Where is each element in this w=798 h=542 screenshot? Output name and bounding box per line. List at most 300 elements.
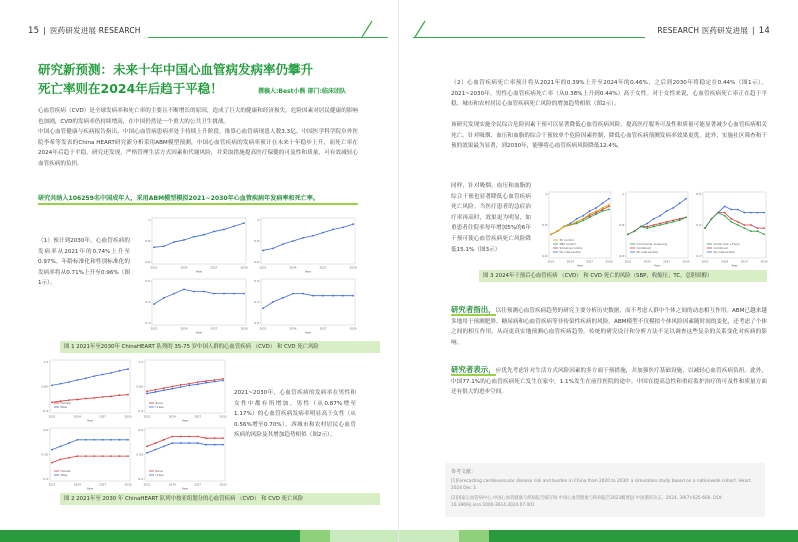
fig2-d-xtick-label: 2024 bbox=[168, 482, 176, 487]
fig1-a-series-0-point bbox=[153, 246, 155, 248]
fig1-d-series-0-point bbox=[262, 307, 264, 309]
fig2-c-xtick-label: 2027 bbox=[99, 482, 107, 487]
fig2-b-series-1-point bbox=[205, 380, 207, 382]
fig3-b-plot-area bbox=[626, 192, 688, 258]
fig2-a-series-1-point bbox=[76, 399, 78, 401]
fig3-a-ytick-label: 0.8 bbox=[542, 223, 547, 228]
fig3-b-series-0-point bbox=[685, 198, 687, 200]
fig1-d-series-0-point bbox=[302, 293, 304, 295]
fig1-d-series-0-point bbox=[322, 295, 324, 297]
fig2-b-legend-label: Urban bbox=[155, 405, 164, 409]
fig3-b-legend-label: No intervention bbox=[636, 250, 659, 254]
fig3-a-xtick-label: 2027 bbox=[586, 259, 594, 264]
fig2-a-series-1-point bbox=[119, 394, 121, 396]
fig1-a-series-0-point bbox=[173, 241, 175, 243]
fig2-a-series-0-point bbox=[76, 379, 78, 381]
figure-2-caption: 图 2 2021年至 2030 年 ChinaHEART 队列中按亚组划分的心血管疾病 （CVD） 和 CVD 死亡风险 bbox=[60, 493, 380, 505]
fig2-c-series-1-point bbox=[127, 455, 129, 457]
fig3-c-series-1-point bbox=[743, 224, 745, 226]
fig2-d-series-0-point bbox=[197, 442, 199, 444]
references-title: 参考文献： bbox=[451, 469, 477, 475]
intervention-paragraph: 该研究发现实施全民综合危险因素干预可以显著降低心血管疾病风险，提高医疗服务可及性和质量可能显著减少心血管疾病相关死亡。针对吸烟、血压和血脂的综合干预较单个危险因素控制，降低心血管疾病预测发病率效果更优。此外，实施社区筛查和干预的效果最为显著，到2030年，能够将心血管疾病风险降低12.4%。 bbox=[451, 122, 767, 150]
fig3-a-series-3-point bbox=[608, 204, 610, 206]
fig3-b-series-0-point bbox=[659, 215, 661, 217]
section-title-en-right: RESEARCH bbox=[657, 26, 700, 35]
figure-1-caption: 图 1 2021年至2030年 ChinaHEART 队列的 35-75 岁中国人群的心血管疾病 （CVD） 和 CVD 死亡风险 bbox=[60, 341, 380, 353]
left-header: 15 | 医药研发进展 RESEARCH bbox=[28, 26, 141, 36]
fig3-c-series-2-point bbox=[711, 218, 713, 220]
fig2-c-xtick-label: 2030 bbox=[124, 482, 132, 487]
fig3-c-series-0-point bbox=[730, 209, 732, 211]
fig2-d-ytick-label: 0.5 bbox=[138, 428, 143, 433]
fig2-a-xlabel: Year bbox=[86, 418, 94, 423]
fig2-c-series-1-point bbox=[93, 455, 95, 457]
fig3-a-chart bbox=[542, 192, 613, 268]
fig1-b-chart bbox=[254, 218, 357, 274]
fig1-b-series-0-point bbox=[332, 229, 334, 231]
fig2-a-series-0-point bbox=[119, 370, 121, 372]
fig1-c-series-0-point bbox=[213, 293, 215, 295]
byline: 撰稿人:Best小熊 部门:临床团队 bbox=[258, 88, 346, 95]
fig2-a-xtick-label: 2024 bbox=[73, 414, 81, 419]
fig3-b-ytick-label: 1 bbox=[622, 192, 624, 197]
figure-2-box bbox=[38, 356, 228, 491]
fig3-b-xtick-label: 2027 bbox=[663, 259, 671, 264]
fig2-b-series-1-point bbox=[180, 384, 182, 386]
fig3-c-chart bbox=[696, 192, 768, 268]
fig1-a-series-0-point bbox=[223, 229, 225, 231]
fig2-c-series-0-point bbox=[76, 439, 78, 441]
header-slash-left bbox=[360, 20, 374, 38]
figure-3-caption: 图 3 2024年干预后心血管疾病 （CVD） 和 CVD 死亡的风险（SBP，收缩压；TC，总胆固醇） bbox=[479, 270, 767, 282]
fig2-b-series-1-point bbox=[188, 383, 190, 385]
fig2-c-series-0-point bbox=[85, 439, 87, 441]
fig2-d-xtick-label: 2030 bbox=[219, 482, 227, 487]
fig2-d-series-0-point bbox=[163, 445, 165, 447]
fig3-a-series-3-point bbox=[589, 213, 591, 215]
fig3-c-plot-area bbox=[703, 192, 766, 258]
fig3-b-series-2-point bbox=[634, 230, 636, 232]
fig3-b-series-2-point bbox=[685, 216, 687, 218]
fig1-a-series-0-point bbox=[163, 245, 165, 247]
fig3-b-xlabel: Year bbox=[653, 263, 661, 268]
fig2-d-series-1-point bbox=[163, 439, 165, 441]
figure-3-box bbox=[537, 188, 769, 268]
fig3-a-series-2-point bbox=[602, 210, 604, 212]
fig2-a-ytick-label: 0.85 bbox=[41, 384, 48, 389]
fig2-b-xtick-label: 2024 bbox=[168, 414, 176, 419]
fig1-c-xtick-label: 2030 bbox=[240, 326, 248, 331]
fig3-a-series-2-point bbox=[595, 213, 597, 215]
fig1-d-xtick-label: 2024 bbox=[289, 326, 297, 331]
fig3-c-xtick-label: 2021 bbox=[701, 259, 709, 264]
fig3-c-series-2-point bbox=[743, 227, 745, 229]
fig2-d-legend-label: Rural bbox=[155, 469, 163, 473]
fig3-a-xtick-label: 2024 bbox=[566, 259, 574, 264]
fig2-b-series-1-point bbox=[222, 378, 224, 380]
fig3-c-xtick-label: 2024 bbox=[721, 259, 729, 264]
fig1-a-ytick-label: 0.6 bbox=[145, 260, 150, 265]
fig3-c-series-2-point bbox=[763, 233, 765, 235]
fig2-b-xtick-label: 2027 bbox=[194, 414, 202, 419]
fig2-d-chart bbox=[136, 428, 226, 491]
fig2-b-series-0-point bbox=[205, 382, 207, 384]
reference-2: [2]国家心血管病中心.中国心血管健康与疾病报告编写组.中国心血管健康与疾病报告2023概要[J].中国循环杂志，2024, 39(7):625-660. DOI: 10.3969/j.issn.1000-3614.2024.07.001 bbox=[451, 496, 723, 508]
fig2-b-series-1-point bbox=[163, 387, 165, 389]
fig3-b-xtick-label: 2030 bbox=[682, 259, 690, 264]
fig2-b-xlabel: Year bbox=[181, 418, 189, 423]
fig3-a-series-1-point bbox=[595, 212, 597, 214]
fig3-a-series-3-point bbox=[550, 233, 552, 235]
fig3-a-series-2-point bbox=[576, 223, 578, 225]
fig1-d-ytick-label: 0.4 bbox=[254, 300, 259, 305]
fig1-b-xtick-label: 2024 bbox=[289, 265, 297, 270]
bottom-seg-right-2 bbox=[459, 530, 489, 542]
fig3-c-series-0-point bbox=[724, 206, 726, 208]
fig2-d-series-0-point bbox=[214, 444, 216, 446]
intro-paragraph-1: 心血管疾病（CVD）是全球发病率和死亡率的主要且不断增长的原因，造成了巨大的健康和经济损失。危险因素对居民健康的影响也加剧，CVD的发病率仍持续增高，在中国仍然是一个重大的公共卫生挑战。 bbox=[38, 108, 358, 125]
fig1-d-series-0-point bbox=[332, 295, 334, 297]
fig2-d-xtick-label: 2027 bbox=[194, 482, 202, 487]
fig2-b-series-1-point bbox=[197, 381, 199, 383]
fig3-c-series-2-point bbox=[730, 221, 732, 223]
fig1-c-plot-area bbox=[152, 279, 246, 325]
fig1-b-xtick-label: 2021 bbox=[259, 265, 267, 270]
fig3-a-series-3-point bbox=[557, 230, 559, 232]
fig2-d-series-0-point bbox=[155, 449, 157, 451]
fig2-c-series-1-point bbox=[51, 462, 53, 464]
fig2-c-series-0-point bbox=[119, 439, 121, 441]
finding-1-text: （1）预计到2030年，心血管疾病的发病率从2021年的0.74%上升至0.97%。年龄标准化和性别标准化的发病率将从0.71%上升至0.96%（图1示）。 bbox=[38, 238, 130, 287]
fig3-c-series-2-point bbox=[750, 230, 752, 232]
fig3-b-series-2-point bbox=[666, 223, 668, 225]
fig1-c-ytick-label: 0.3 bbox=[145, 321, 150, 326]
fig1-a-ytick-label: 0.8 bbox=[145, 239, 150, 244]
fig2-b-series-0-point bbox=[155, 391, 157, 393]
fig2-a-series-0-point bbox=[68, 381, 70, 383]
intro-paragraph-2: 中国心血管健康与疾病报告指出，中国心血管病患病率处于持续上升阶段。推算心血管病现患人数3.3亿。中国医学科学院阜外医院李希等发表的China HEART研究新分析采用ABM模型预测，中国心血管疾病的发病率预计在未来十年稳步上升，而死亡率在2024年后趋于平稳。研究还发现，严格管理生活方式因素和代谢风险，并采取措施提高医疗保健的可及性和质量，可有效减轻心血管疾病的负担。 bbox=[38, 129, 358, 167]
section-title-left: 医药研发进展 bbox=[49, 26, 97, 35]
fig1-d-plot-area bbox=[261, 279, 355, 325]
fig1-c-series-0-point bbox=[173, 293, 175, 295]
fig3-a-ytick-label: 0.6 bbox=[542, 254, 547, 259]
fig1-b-ytick-label: 0.8 bbox=[254, 239, 259, 244]
figure-1-box bbox=[140, 214, 358, 336]
fig1-b-series-0-point bbox=[282, 243, 284, 245]
fig3-a-series-3-point bbox=[602, 207, 604, 209]
fig3-c-series-2-point bbox=[704, 227, 706, 229]
fig2-c-series-1-point bbox=[110, 455, 112, 457]
fig3-c-series-0-point bbox=[763, 212, 765, 214]
fig2-c-xlabel: Year bbox=[86, 486, 94, 491]
fig2-a-series-0-point bbox=[60, 383, 62, 385]
fig3-a-ytick-label: 1 bbox=[545, 192, 547, 197]
headline-line-1: 研究新预测：未来十年中国心血管病发病率仍攀升 bbox=[38, 62, 314, 77]
fig2-c-series-1-point bbox=[119, 455, 121, 457]
fig2-c-series-1-point bbox=[68, 457, 70, 459]
fig3-b-series-2-point bbox=[627, 233, 629, 235]
fig3-a-series-0-point bbox=[569, 223, 571, 225]
fig1-d-series-0-point bbox=[352, 295, 354, 297]
fig1-a-plot-area bbox=[152, 218, 246, 264]
fig2-d-series-1-point bbox=[146, 445, 148, 447]
fig2-d-ytick-label: 0.35 bbox=[136, 452, 143, 457]
fig2-c-xtick-label: 2021 bbox=[48, 482, 56, 487]
fig2-a-series-1-point bbox=[110, 395, 112, 397]
fig3-b-legend-label: Combined bbox=[636, 246, 651, 250]
headline-line-2: 死亡率则在2024年后趋于平稳！ bbox=[38, 81, 223, 96]
fig3-b-series-1-point bbox=[646, 226, 648, 228]
fig3-a-legend-label: TC control bbox=[559, 238, 574, 242]
figure-2-charts bbox=[38, 356, 228, 491]
fig3-c-legend-label: Combined bbox=[713, 246, 728, 250]
fig1-c-xlabel: Year bbox=[195, 330, 203, 335]
fig2-d-ytick-label: 0.2 bbox=[138, 477, 143, 482]
fig1-a-series-0-point bbox=[193, 236, 195, 238]
fig2-d-series-0-point bbox=[222, 444, 224, 446]
researchers-also-lead: 研究者表示， bbox=[451, 365, 496, 374]
fig2-b-xtick-label: 2030 bbox=[219, 414, 227, 419]
bottom-bar-left bbox=[0, 530, 300, 542]
bottom-bar-right bbox=[489, 530, 798, 542]
fig3-a-series-2-point bbox=[608, 209, 610, 211]
fig2-a-series-1-point bbox=[51, 401, 53, 403]
fig3-b-series-1-point bbox=[653, 224, 655, 226]
fig1-d-ytick-label: 0.5 bbox=[254, 279, 259, 284]
fig2-a-legend-label: Female bbox=[60, 401, 71, 405]
fig1-b-series-0-point bbox=[312, 235, 314, 237]
fig2-b-series-0-point bbox=[180, 386, 182, 388]
fig2-a-series-1-point bbox=[93, 397, 95, 399]
study-summary-line: 研究共纳入106259名中国成年人，采用ABM模型模拟2021~2030年心血管疾病年发病率和死亡率。 bbox=[38, 193, 358, 205]
fig2-b-series-0-point bbox=[171, 388, 173, 390]
fig3-a-series-1-point bbox=[602, 209, 604, 211]
fig1-a-ytick-label: 1 bbox=[148, 218, 150, 223]
fig1-b-series-0-point bbox=[342, 226, 344, 228]
fig2-d-series-1-point bbox=[205, 437, 207, 439]
fig1-c-series-0-point bbox=[183, 289, 185, 291]
fig3-a-series-0-point bbox=[602, 202, 604, 204]
researchers-text: 以往预测心血管疾病趋势的研究主要分析历史数据，而不考虑人群中个体之间的动态相互作用。ABM已越来越多地用于预测肥胖、糖尿病和心血管疾病等非传染性疾病的风险。ABM模型不仅模拟个体风险因素随时间的变化，还考虑了个体之间的相互作用，从而更真实地预测心血管疾病趋势。传统的研究设计和分析方法不足以调查这些复杂的关系变化对疾病的影响。 bbox=[451, 308, 767, 346]
fig3-b-series-0-point bbox=[672, 207, 674, 209]
fig2-c-ytick-label: 0.35 bbox=[41, 452, 48, 457]
fig2-c-series-1-point bbox=[60, 459, 62, 461]
fig2-d-series-0-point bbox=[171, 442, 173, 444]
fig3-b-series-0-point bbox=[653, 218, 655, 220]
fig2-b-series-0-point bbox=[146, 393, 148, 395]
fig3-a-series-0-point bbox=[576, 218, 578, 220]
header-rule-right bbox=[413, 37, 645, 38]
researchers-lead: 研究者指出， bbox=[451, 305, 496, 314]
fig3-c-series-1-point bbox=[737, 221, 739, 223]
fig3-c-ytick-label: 0.5 bbox=[696, 192, 701, 197]
fig1-d-series-0-point bbox=[272, 301, 274, 303]
fig3-a-series-3-point bbox=[582, 218, 584, 220]
fig2-b-chart bbox=[136, 360, 226, 423]
fig1-a-xtick-label: 2021 bbox=[150, 265, 158, 270]
fig2-c-legend-label: Male bbox=[60, 473, 68, 477]
fig3-a-series-3-point bbox=[595, 210, 597, 212]
fig3-c-series-2-point bbox=[737, 224, 739, 226]
fig3-a-legend-label: No intervention bbox=[559, 250, 582, 254]
fig3-a-series-3-point bbox=[563, 226, 565, 228]
fig3-c-series-1-point bbox=[750, 224, 752, 226]
fig2-d-series-0-point bbox=[205, 444, 207, 446]
header-slash-right bbox=[413, 20, 427, 38]
fig2-b-series-0-point bbox=[163, 389, 165, 391]
fig3-b-series-0-point bbox=[666, 210, 668, 212]
fig3-c-series-1-point bbox=[724, 212, 726, 214]
right-header: RESEARCH 医药研发进展 | 14 bbox=[657, 26, 770, 36]
figure-1-charts bbox=[140, 214, 358, 336]
fig3-c-xtick-label: 2030 bbox=[760, 259, 768, 264]
fig3-a-xtick-label: 2030 bbox=[605, 259, 613, 264]
fig2-a-series-1-point bbox=[102, 396, 104, 398]
fig3-b-series-2-point bbox=[646, 227, 648, 229]
fig3-b-series-2-point bbox=[679, 219, 681, 221]
fig1-d-series-0-point bbox=[292, 293, 294, 295]
fig2-c-series-0-point bbox=[93, 439, 95, 441]
fig1-d-xtick-label: 2021 bbox=[259, 326, 267, 331]
fig2-b-series-1-point bbox=[214, 379, 216, 381]
fig2-a-series-0-point bbox=[127, 368, 129, 370]
fig2-d-series-1-point bbox=[171, 436, 173, 438]
fig3-a-series-0-point bbox=[595, 207, 597, 209]
fig1-a-series-0-point bbox=[213, 231, 215, 233]
fig1-c-xtick-label: 2027 bbox=[210, 326, 218, 331]
fig2-d-series-1-point bbox=[180, 436, 182, 438]
fig2-a-xtick-label: 2027 bbox=[99, 414, 107, 419]
fig1-d-xtick-label: 2030 bbox=[349, 326, 357, 331]
fig2-a-xtick-label: 2030 bbox=[124, 414, 132, 419]
fig1-c-series-0-point bbox=[153, 303, 155, 305]
fig2-b-series-0-point bbox=[188, 385, 190, 387]
fig2-c-chart bbox=[41, 428, 131, 491]
fig3-a-series-0-point bbox=[608, 198, 610, 200]
header-rule-left bbox=[148, 37, 388, 38]
fig2-c-series-0-point bbox=[68, 442, 70, 444]
fig2-a-chart bbox=[41, 360, 131, 423]
fig2-b-series-0-point bbox=[214, 381, 216, 383]
fig2-d-series-0-point bbox=[180, 442, 182, 444]
fig2-d-series-1-point bbox=[222, 437, 224, 439]
fig2-b-xtick-label: 2021 bbox=[143, 414, 151, 419]
fig3-c-xlabel: Year bbox=[731, 263, 738, 268]
fig3-c-ytick-label: 0.3 bbox=[696, 254, 701, 259]
fig2-b-ytick-label: 1.3 bbox=[138, 360, 143, 365]
fig2-c-xtick-label: 2024 bbox=[73, 482, 81, 487]
fig1-b-series-0-point bbox=[272, 247, 274, 249]
fig1-a-series-0-point bbox=[243, 222, 245, 224]
fig2-b-series-1-point bbox=[171, 386, 173, 388]
reference-1: [1]Forecasting cardiovascular disease risk and burden in China from 2020 to 2030: a simulation study based on a nationwide cohort. Heart. 2024 Dec 3. bbox=[451, 479, 752, 491]
fig2-b-series-1-point bbox=[155, 389, 157, 391]
fig2-b-ytick-label: 0.4 bbox=[138, 409, 143, 414]
fig2-d-series-1-point bbox=[188, 436, 190, 438]
fig2-d-series-1-point bbox=[214, 437, 216, 439]
fig2-d-xlabel: Year bbox=[181, 486, 189, 491]
fig2-c-ytick-label: 0.5 bbox=[43, 428, 48, 433]
fig3-a-series-2-point bbox=[582, 219, 584, 221]
fig3-b-series-0-point bbox=[679, 202, 681, 204]
fig3-b-ytick-label: 0.8 bbox=[619, 223, 624, 228]
fig1-b-plot-area bbox=[261, 218, 355, 264]
fig3-a-series-0-point bbox=[589, 210, 591, 212]
fig1-c-series-0-point bbox=[243, 293, 245, 295]
fig2-d-legend-label: Urban bbox=[155, 473, 164, 477]
fig1-b-series-0-point bbox=[322, 232, 324, 234]
fig3-b-series-2-point bbox=[659, 224, 661, 226]
fig1-d-xlabel: Year bbox=[304, 330, 312, 335]
fig1-b-xtick-label: 2027 bbox=[319, 265, 327, 270]
fig3-c-ytick-label: 0.4 bbox=[696, 223, 701, 228]
researchers-also-paragraph bbox=[451, 365, 767, 398]
fig2-a-ytick-label: 1.3 bbox=[43, 360, 48, 365]
fig1-b-series-0-point bbox=[292, 240, 294, 242]
fig2-b-ytick-label: 0.85 bbox=[136, 384, 143, 389]
fig1-c-series-0-point bbox=[163, 297, 165, 299]
combined-intervention-paragraph: 同样，针对吸烟、血压和血脂的综合干预也显著降低心血管疾病死亡风险。当医疗患者的急症治疗率再高时，效果更为明显，如重患者住院率每年增加5%的6年干预可使心血管疾病死亡风险降低15.1%（图3示） bbox=[451, 183, 531, 253]
fig1-b-series-0-point bbox=[352, 223, 354, 225]
figure-3-charts bbox=[537, 188, 769, 268]
fig3-c-series-0-point bbox=[757, 212, 759, 214]
fig2-b-legend-label: Rural bbox=[155, 401, 163, 405]
fig2-c-series-1-point bbox=[76, 455, 78, 457]
fig1-b-ytick-label: 0.6 bbox=[254, 260, 259, 265]
fig1-c-ytick-label: 0.5 bbox=[145, 279, 150, 284]
page-number-left: 15 bbox=[28, 26, 40, 36]
fig2-c-ytick-label: 0.2 bbox=[43, 477, 48, 482]
fig1-d-series-0-point bbox=[282, 297, 284, 299]
references-box bbox=[445, 463, 765, 517]
fig1-c-series-0-point bbox=[223, 293, 225, 295]
fig1-a-chart bbox=[145, 218, 248, 274]
fig3-c-series-0-point bbox=[737, 209, 739, 211]
fig2-b-series-0-point bbox=[222, 380, 224, 382]
fig1-a-xtick-label: 2027 bbox=[210, 265, 218, 270]
fig2-c-series-0-point bbox=[102, 439, 104, 441]
bottom-seg-left-1 bbox=[300, 530, 330, 542]
fig2-c-legend-label: Female bbox=[60, 469, 71, 473]
fig2-a-legend-label: Male bbox=[60, 405, 68, 409]
fig3-c-series-2-point bbox=[724, 215, 726, 217]
bottom-seg-left-2 bbox=[330, 530, 399, 542]
fig3-a-xlabel: Year bbox=[576, 263, 584, 268]
fig3-b-series-1-point bbox=[659, 223, 661, 225]
fig3-a-legend-label: Smoking control bbox=[559, 246, 583, 250]
fig3-b-series-2-point bbox=[640, 226, 642, 228]
fig1-b-xlabel: Year bbox=[304, 269, 312, 274]
fig3-a-series-3-point bbox=[576, 221, 578, 223]
fig3-b-series-0-point bbox=[646, 223, 648, 225]
fig1-a-series-0-point bbox=[233, 225, 235, 227]
fig1-b-series-0-point bbox=[262, 250, 264, 252]
fig2-c-series-0-point bbox=[127, 439, 129, 441]
fig1-a-series-0-point bbox=[203, 234, 205, 236]
fig3-b-series-1-point bbox=[666, 221, 668, 223]
researchers-paragraph bbox=[451, 305, 767, 348]
fig3-b-legend-label: Community screening bbox=[636, 242, 668, 246]
fig2-b-series-0-point bbox=[197, 383, 199, 385]
fig3-a-series-0-point bbox=[582, 215, 584, 217]
fig3-a-xtick-label: 2021 bbox=[547, 259, 555, 264]
fig1-d-chart bbox=[254, 279, 357, 335]
fig3-b-series-2-point bbox=[653, 226, 655, 228]
fig1-a-series-0-point bbox=[183, 239, 185, 241]
fig2-a-series-1-point bbox=[85, 398, 87, 400]
fig1-b-xtick-label: 2030 bbox=[349, 265, 357, 270]
fig2-a-series-0-point bbox=[51, 385, 53, 387]
